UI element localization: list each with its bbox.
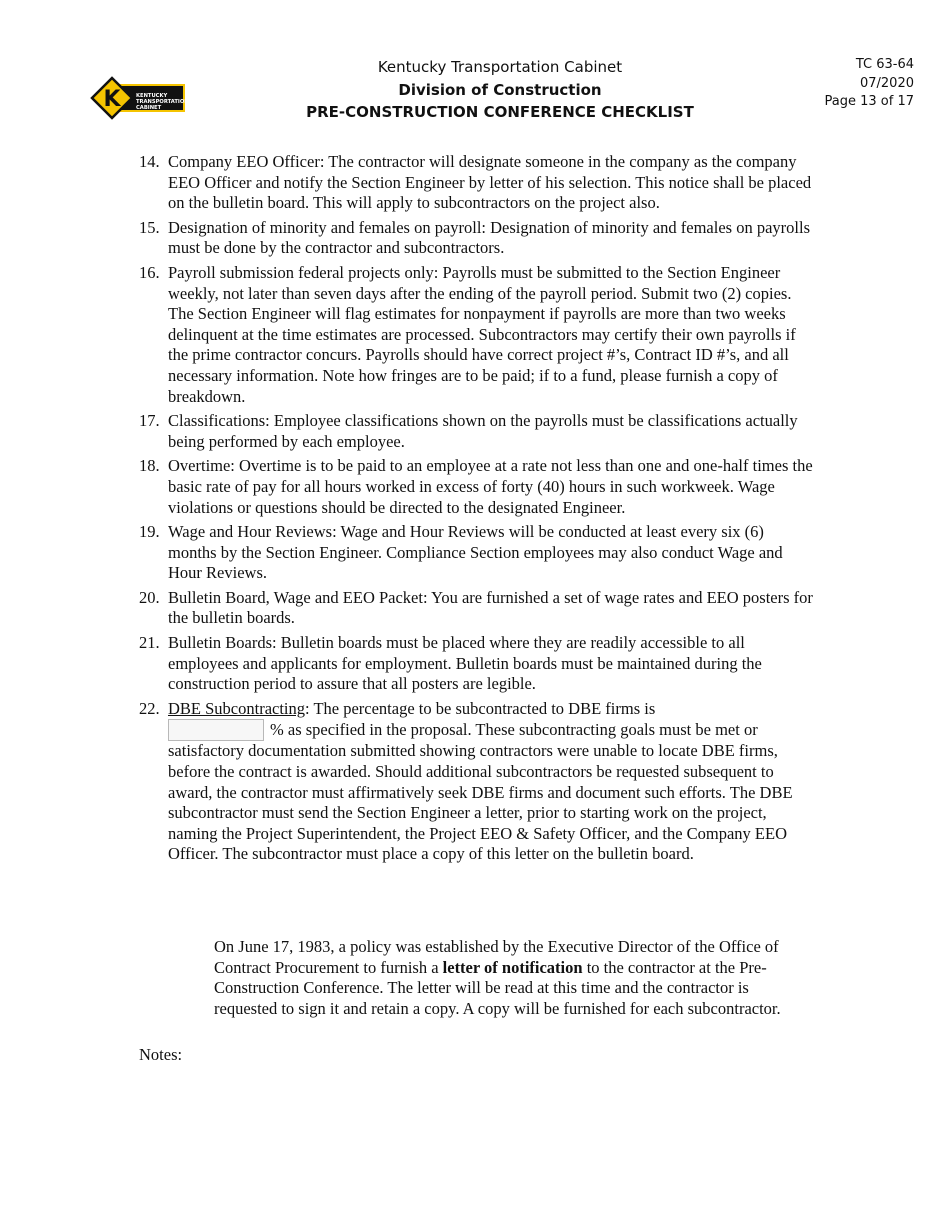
kytc-logo <box>90 76 186 120</box>
svg-text:CABINET: CABINET <box>136 105 162 111</box>
dbe-title: DBE Subcontracting <box>168 698 306 718</box>
item-number: 17. <box>139 411 160 431</box>
checklist-item-16 <box>139 263 814 407</box>
item-text: Designation of minority and females on payroll: Designation of minority and females on payrolls must be done by the contractor and subcontractors. <box>168 217 810 258</box>
checklist-item-18 <box>139 456 814 518</box>
revision-date: 07/2020 <box>859 75 914 91</box>
item-number: 21. <box>139 633 160 653</box>
checklist-items <box>139 152 814 869</box>
division-name: Division of Construction <box>398 80 602 99</box>
checklist-item-14 <box>139 152 814 214</box>
checklist-item-15 <box>139 218 814 259</box>
item-number: 22. <box>139 698 160 718</box>
document-header <box>300 56 700 124</box>
checklist-item-20 <box>139 588 814 629</box>
checklist-item-22 <box>139 699 814 865</box>
logo-lettering: KENTUCKY <box>136 93 168 99</box>
item-text: Overtime: Overtime is to be paid to an employee at a rate not less than one and one-half times the basic rate of pay for all hours worked in excess of forty (40) hours in such workweek. Wage violations or questions should be directed to the designated Engineer. <box>168 456 813 517</box>
form-info <box>825 56 914 112</box>
policy-note-text: On June 17, 1983, a policy was established by the Executive Director of the Office of Contract Procurement to furnish a <box>214 937 779 977</box>
checklist-item-21 <box>139 633 814 695</box>
item-number: 15. <box>139 217 160 237</box>
item-text: Classifications: Employee classifications shown on the payrolls must be classifications actually being performed by each employee. <box>168 411 798 451</box>
dbe-percentage-field[interactable] <box>168 719 264 741</box>
item-number: 18. <box>139 456 160 476</box>
item-number: 14. <box>139 152 160 171</box>
document-title: PRE-CONSTRUCTION CONFERENCE CHECKLIST <box>306 103 694 121</box>
item-number: 20. <box>139 587 160 607</box>
agency-name: Kentucky Transportation Cabinet <box>377 58 623 76</box>
form-number: TC 63-64 <box>855 57 914 72</box>
checklist-item-17 <box>139 411 814 452</box>
item-text: Bulletin Boards: Bulletin boards must be placed where they are readily accessible to all employees and applicants for employment. Bulletin boards must be maintained during the construction period to assure that all posters are legible. <box>168 633 762 694</box>
page-number: Page 13 of 17 <box>824 94 914 109</box>
item-text: Wage and Hour Reviews: Wage and Hour Reviews will be conducted at least every six (6) months by the Section Engineer. Compliance Section employees may also conduct Wage and Hour Reviews. <box>168 522 783 583</box>
policy-note-text-end: to the contractor at the Pre-Construction Conference. The letter will be read at this time and the contractor is requested to sign it and retain a copy. A copy will be furnished for each subcontractor. <box>214 957 781 1018</box>
checklist-item-19 <box>139 522 814 584</box>
item-text: Company EEO Officer: The contractor will designate someone in the company as the company EEO Officer and notify the Section Engineer by letter of his selection. This notice shall be placed on the bulletin board. This will apply to subcontractors on the project also. <box>168 152 812 213</box>
item-text: Bulletin Board, Wage and EEO Packet: You are furnished a set of wage rates and EEO posters for the bulletin boards. <box>168 587 813 628</box>
dbe-text: % as specified in the proposal. These subcontracting goals must be met or satisfactory documentation submitted showing contractors were unable to locate DBE firms, before the contract is awarded. Should additional subcontractors be requested subsequent to award, the contractor must affirmatively seek DBE firms and document such efforts. The DBE subcontractor must send the Section Engineer a letter, prior to starting work on the project, naming the Project Superintendent, the Project EEO & Safety Officer, and the Company EEO Officer. The subcontractor must place a copy of this letter on the bulletin board. <box>168 720 793 864</box>
item-text: Payroll submission federal projects only: Payrolls must be submitted to the Section Engineer weekly, not later than seven days after the ending of the payroll period. Submit two (2) copies. The Section Engineer will flag estimates for nonpayment if payrolls are more than two weeks delinquent at the time estimates are processed. Subcontractors may certify their own payrolls if the prime contractor concurs. Payrolls should have correct project #’s, Contract ID #’s, and all necessary information. Note how fringes are to be paid; if to a fund, please furnish a copy of breakdown. <box>168 262 796 406</box>
notes-label: Notes: <box>139 1045 183 1064</box>
svg-text:TRANSPORTATION: TRANSPORTATION <box>136 99 186 105</box>
item-number: 16. <box>139 262 160 282</box>
dbe-intro: : The percentage to be subcontracted to DBE firms is <box>305 698 656 718</box>
letter-of-notification: letter of notification <box>442 957 583 977</box>
item-number: 19. <box>139 522 160 542</box>
svg-text:K: K <box>103 87 121 112</box>
policy-note <box>214 937 812 1019</box>
